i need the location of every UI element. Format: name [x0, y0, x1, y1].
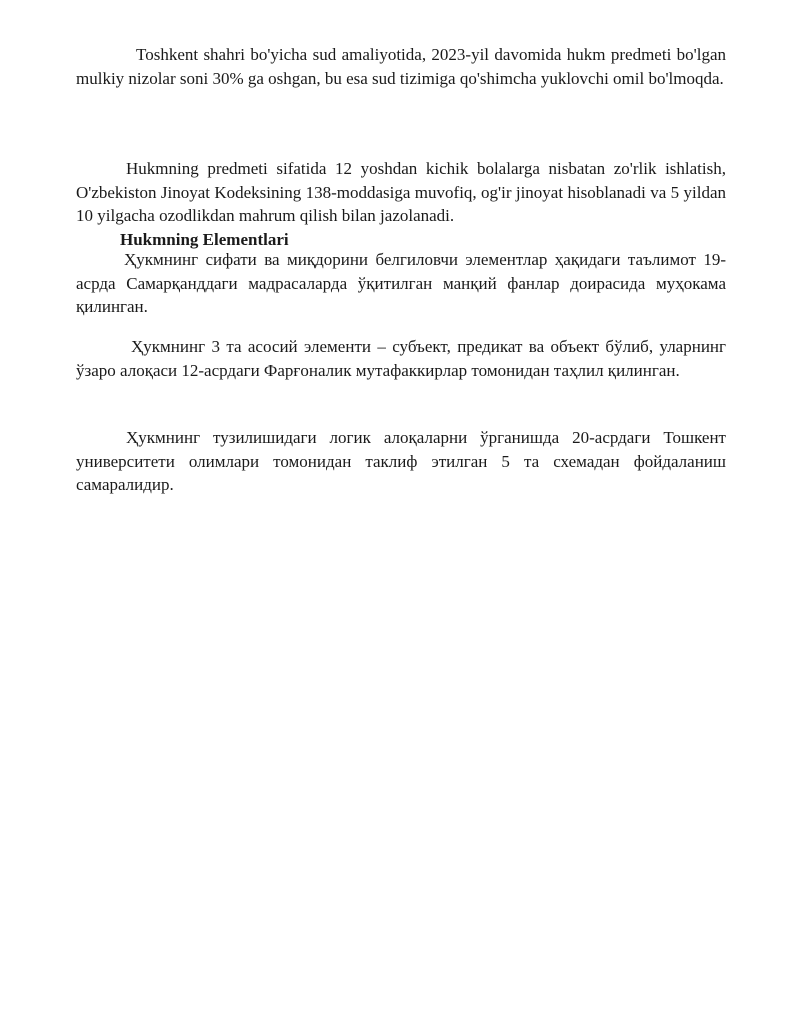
paragraph-basic-elements: Ҳукмнинг 3 та асосий элементи – субъект, предикат ва объект бўлиб, уларнинг ўзаро алоқаси 12-асрдаги Фарғоналик мутафаккирлар томонидан таҳлил қилинган. — [76, 337, 726, 380]
paragraph-criminal-code: Hukmning predmeti sifatida 12 yoshdan kichik bolalarga nisbatan zo'rlik ishlatish, O'zbekiston Jinoyat Kodeksining 138-moddasiga muvofiq, og'ir jinoyat hisoblanadi va 5 yildan 10 yilgacha ozodlikdan mahrum qilish bilan jazolanadi. — [76, 159, 726, 225]
section-heading: Hukmning Elementlari — [120, 230, 289, 249]
paragraph-elements-doctrine: Ҳукмнинг сифати ва миқдорини белгиловчи элементлар ҳақидаги таълимот 19-асрда Самарқанддаги мадрасаларда ўқитилган манқий фанлар доирасида муҳокама қилинган. — [76, 250, 726, 316]
paragraph-logical-schemes: Ҳукмнинг тузилишидаги логик алоқаларни ўрганишда 20-асрдаги Тошкент университети олимлари томонидан таклиф этилган 5 та схемадан фойдаланиш самаралидир. — [76, 428, 726, 494]
paragraph-court-disputes: Toshkent shahri bo'yicha sud amaliyotida, 2023-yil davomida hukm predmeti bo'lgan mulkiy nizolar soni 30% ga oshgan, bu esa sud tizimiga qo'shimcha yuklovchi omil bo'lmoqda. — [76, 45, 726, 88]
